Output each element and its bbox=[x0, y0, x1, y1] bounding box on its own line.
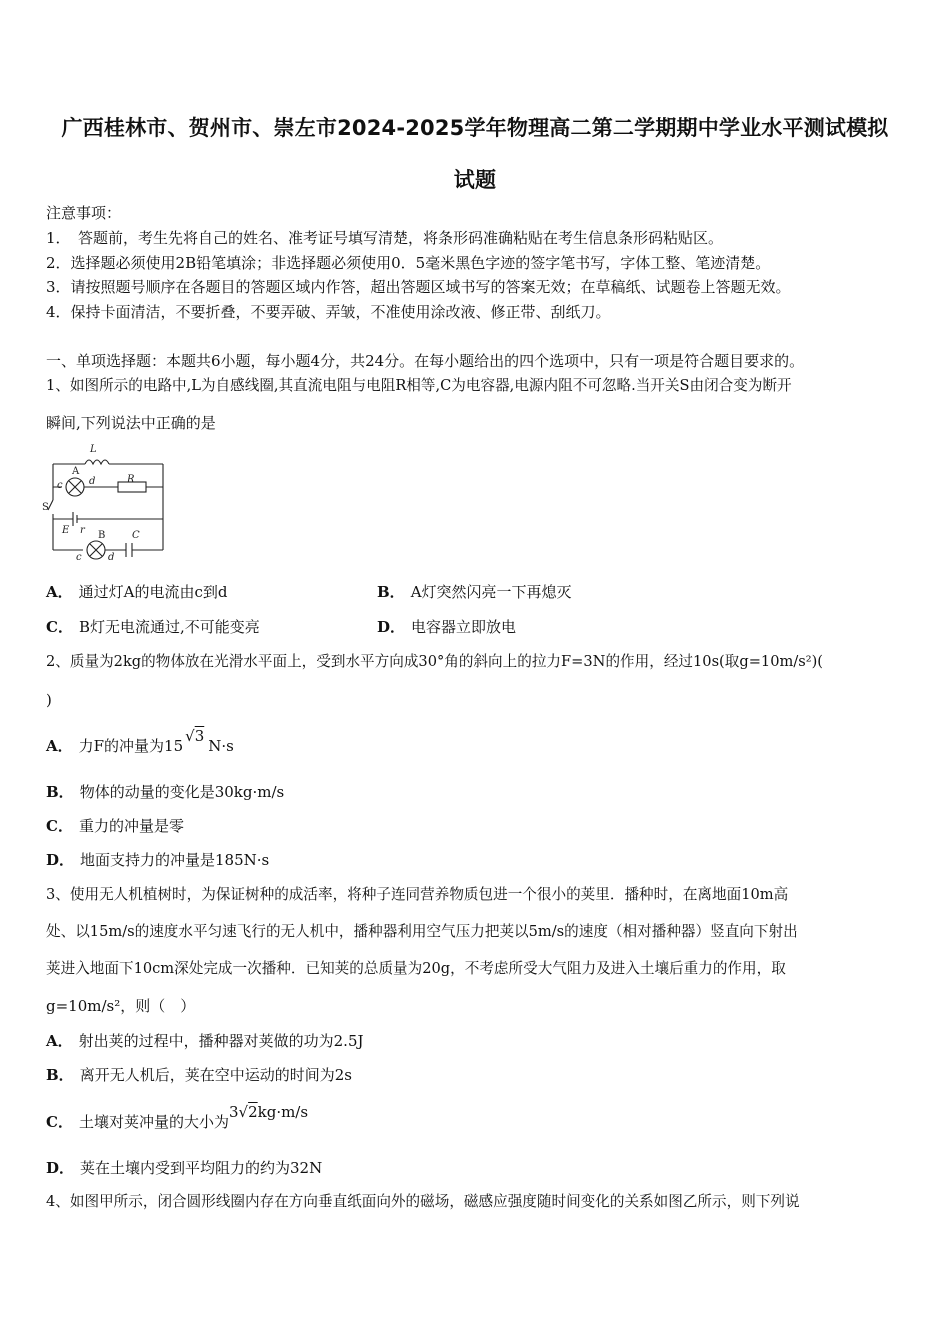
q3-option-d bbox=[46, 1158, 322, 1178]
q3-option-a-label: A． bbox=[46, 1032, 73, 1050]
notice-item-3: 3．请按照题号顺序在各题目的答题区域内作答，超出答题区域书写的答案无效；在草稿纸、试题卷上答题无效。 bbox=[46, 278, 791, 296]
label-d-top: d bbox=[89, 476, 96, 487]
q3-option-d-text: 荚在土壤内受到平均阻力的约为32N bbox=[80, 1159, 323, 1177]
label-R: R bbox=[127, 474, 135, 485]
q1-option-c-text: B灯无电流通过,不可能变亮 bbox=[78, 618, 260, 636]
q2-stem-line1: 2、质量为2kg的物体放在光滑水平面上，受到水平方向成30°角的斜向上的拉力F=3N的作用，经过10s(取g=10m/s²)( bbox=[46, 653, 823, 670]
q1-option-c bbox=[46, 617, 260, 637]
q1-option-d-label: D． bbox=[377, 618, 406, 636]
q2-option-a-label: A． bbox=[46, 737, 73, 755]
q2-option-d-text: 地面支持力的冲量是185N·s bbox=[80, 851, 270, 869]
q2-option-a-post: N·s bbox=[208, 737, 234, 755]
q1-circuit-diagram bbox=[40, 440, 170, 570]
notice-item-4: 4．保持卡面清洁，不要折叠，不要弄破、弄皱，不准使用涂改液、修正带、刮纸刀。 bbox=[46, 303, 611, 321]
q3-stem-line1: 3、使用无人机植树时，为保证树种的成活率，将种子连同营养物质包进一个很小的荚里．播种时，在离地面10m高 bbox=[46, 886, 789, 903]
notice-heading: 注意事项： bbox=[46, 204, 122, 222]
q2-stem-line2: ) bbox=[46, 691, 52, 709]
q1-stem-line2: 瞬间,下列说法中正确的是 bbox=[46, 414, 216, 432]
q2-option-b bbox=[46, 782, 284, 802]
q1-stem-line1: 1、如图所示的电路中,L为自感线圈,其直流电阻与电阻R相等,C为电容器,电源内阻不可忽略.当开关S由闭合变为断开 bbox=[46, 377, 792, 394]
label-E: E bbox=[62, 525, 70, 536]
q2-option-b-label: B． bbox=[46, 783, 74, 801]
label-r: r bbox=[80, 525, 85, 536]
q1-option-d-text: 电容器立即放电 bbox=[411, 618, 517, 636]
q3-stem-line4: g=10m/s²，则（ ） bbox=[46, 997, 196, 1015]
q1-option-c-label: C． bbox=[46, 618, 73, 636]
q4-stem-line1: 4、如图甲所示，闭合圆形线圈内存在方向垂直纸面向外的磁场，磁感应强度随时间变化的关系如图乙所示，则下列说 bbox=[46, 1193, 800, 1210]
q3-option-c-radicand: 2 bbox=[248, 1103, 258, 1121]
q1-option-a bbox=[46, 582, 227, 602]
q2-option-d bbox=[46, 850, 269, 870]
q3-option-a-text: 射出荚的过程中，播种器对荚做的功为2.5J bbox=[78, 1032, 364, 1050]
q3-option-c-label: C． bbox=[46, 1113, 73, 1131]
q1-option-d bbox=[377, 617, 516, 637]
q3-option-b bbox=[46, 1065, 352, 1085]
q1-option-a-text: 通过灯A的电流由c到d bbox=[78, 583, 228, 601]
label-c-top: c bbox=[57, 480, 63, 491]
q3-stem-line2: 处、以15m/s的速度水平匀速飞行的无人机中，播种器利用空气压力把荚以5m/s的速度（相对播种器）竖直向下射出 bbox=[46, 923, 798, 940]
q3-option-c-formula: 3√2kg·m/s bbox=[228, 1103, 309, 1121]
label-L: L bbox=[90, 444, 97, 455]
q3-option-b-label: B． bbox=[46, 1066, 74, 1084]
q2-option-c-label: C． bbox=[46, 817, 73, 835]
q1-option-b-text: A灯突然闪亮一下再熄灭 bbox=[410, 583, 572, 601]
label-C: C bbox=[132, 530, 140, 541]
q3-option-a bbox=[46, 1031, 364, 1051]
q2-option-d-label: D． bbox=[46, 851, 75, 869]
q3-option-c-pre: 土壤对荚冲量的大小为 bbox=[78, 1113, 229, 1131]
q1-option-a-label: A． bbox=[46, 583, 73, 601]
q3-option-d-label: D． bbox=[46, 1159, 75, 1177]
notice-item-1: 1． 答题前，考生先将自己的姓名、准考证号填写清楚，将条形码准确粘贴在考生信息条形码粘贴区。 bbox=[46, 229, 724, 247]
exam-title-line2: 试题 bbox=[453, 168, 497, 192]
q3-option-b-text: 离开无人机后，荚在空中运动的时间为2s bbox=[79, 1066, 352, 1084]
q2-option-c-text: 重力的冲量是零 bbox=[78, 817, 184, 835]
q3-option-c bbox=[46, 1103, 309, 1132]
section1-heading: 一、单项选择题：本题共6小题，每小题4分，共24分。在每小题给出的四个选项中，只有一项是符合题目要求的。 bbox=[46, 352, 805, 370]
sqrt-symbol: √3 bbox=[185, 727, 205, 745]
label-A: A bbox=[72, 466, 80, 477]
q3-option-c-coef: 3 bbox=[228, 1103, 239, 1121]
q2-option-a bbox=[46, 727, 234, 756]
label-c-bottom: c bbox=[76, 552, 82, 563]
notice-item-2: 2．选择题必须使用2B铅笔填涂；非选择题必须使用0．5毫米黑色字迹的签字笔书写，字体工整、笔迹清楚。 bbox=[46, 254, 771, 272]
label-B: B bbox=[98, 530, 106, 541]
exam-title-line1: 广西桂林市、贺州市、崇左市2024-2025学年物理高二第二学期期中学业水平测试模拟 bbox=[61, 116, 889, 140]
label-S: S bbox=[42, 502, 49, 513]
q2-option-c bbox=[46, 816, 184, 836]
q1-option-b-label: B． bbox=[377, 583, 405, 601]
q3-stem-line3: 荚进入地面下10cm深处完成一次播种．已知荚的总质量为20g，不考虑所受大气阻力及进入土壤后重力的作用，取 bbox=[46, 960, 786, 977]
q1-option-b bbox=[377, 582, 572, 602]
q2-option-b-text: 物体的动量的变化是30kg·m/s bbox=[79, 783, 285, 801]
q2-option-a-radicand: 3 bbox=[194, 727, 205, 745]
label-d-bottom: d bbox=[108, 552, 115, 563]
q2-option-a-pre: 力F的冲量为15 bbox=[78, 737, 184, 755]
q3-option-c-post: kg·m/s bbox=[257, 1103, 309, 1121]
